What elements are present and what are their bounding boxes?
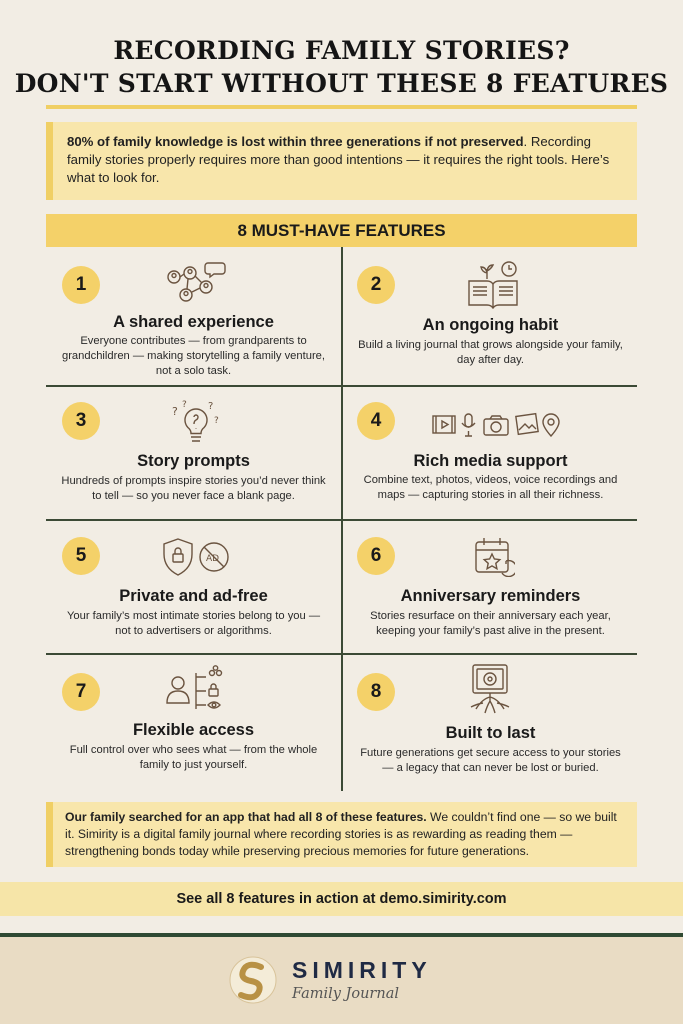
title-underline (46, 105, 637, 109)
feature-description: Build a living journal that grows alongside your family, day after day. (358, 339, 623, 366)
feature-number: 3 (62, 402, 100, 440)
feature-description: Hundreds of prompts inspire stories you’d never think to tell — so you never face a blank page. (61, 475, 326, 502)
svg-text:?: ? (214, 416, 219, 426)
brand-tagline: Family Journal (292, 986, 399, 1002)
feature-title: Built to last (445, 724, 536, 742)
feature-number: 5 (62, 537, 100, 575)
feature-title: An ongoing habit (422, 316, 559, 334)
feature-description: Everyone contributes — from grandparents to grandchildren — making storytelling a family venture, not a solo task. (61, 335, 326, 377)
feature-description: Stories resurface on their anniversary each year, keeping your family’s past alive in the present. (370, 610, 611, 637)
svg-text:?: ? (208, 401, 214, 412)
feature-card-6 (343, 521, 638, 653)
svg-text:AD: AD (206, 554, 220, 564)
media-icons (431, 411, 561, 439)
feature-card-2 (343, 247, 638, 385)
features-banner: 8 MUST-HAVE FEATURES (46, 214, 637, 247)
feature-card-3 (46, 387, 341, 519)
feature-description: Future generations get secure access to your stories — a legacy that can never be lost or buried. (360, 747, 621, 774)
feature-description: Your family’s most intimate stories belong to you — not to advertisers or algorithms. (66, 610, 321, 637)
feature-description: Combine text, photos, videos, voice recordings and maps — capturing stories in all their richness. (363, 474, 618, 501)
feature-number: 4 (357, 402, 395, 440)
features-grid (46, 247, 637, 791)
shield-no-ads-icon (160, 537, 232, 577)
people-network-icon (164, 259, 226, 309)
journal-growth-icon (465, 259, 521, 309)
svg-text:?: ? (172, 405, 178, 418)
outro-callout (46, 802, 637, 867)
feature-number: 8 (357, 673, 395, 711)
calendar-star-icon (473, 535, 515, 577)
demo-link-cta[interactable]: See all 8 features in action at demo.simirity.com (0, 882, 683, 916)
feature-title: Private and ad-free (119, 587, 268, 605)
feature-card-8 (343, 655, 638, 791)
feature-description: Full control over who sees what — from the whole family to just yourself. (69, 744, 318, 771)
access-control-icon (164, 665, 228, 715)
title-line-1: RECORDING FAMILY STORIES? (113, 36, 570, 65)
feature-title: Flexible access (132, 721, 255, 739)
footer (0, 937, 683, 1024)
feature-card-7 (46, 655, 341, 791)
feature-title: Story prompts (137, 452, 250, 470)
outro-bold-text: Our family searched for an app that had all 8 of these features. (65, 810, 427, 824)
lightbulb-question-icon (170, 399, 222, 447)
feature-number: 6 (357, 537, 395, 575)
title-line-2: DON'T START WITHOUT THESE 8 FEATURES (14, 69, 669, 98)
svg-text:?: ? (182, 400, 187, 410)
outro-text: We couldn’t find one — so we built it. Simirity is a digital family journal where recording stories is as rewarding as reading them — strengthening bonds today while preserving precious memories for future generations. (65, 810, 617, 858)
page-title (0, 34, 683, 100)
brand-name: SIMIRITY (292, 957, 432, 983)
vault-roots-icon (467, 663, 513, 715)
feature-number: 2 (357, 266, 395, 304)
feature-number: 7 (62, 673, 100, 711)
feature-title: A shared experience (113, 313, 274, 331)
feature-card-1 (46, 247, 341, 385)
simirity-logo-icon (228, 955, 278, 1010)
intro-callout (46, 122, 637, 200)
feature-card-4 (343, 387, 638, 519)
feature-title: Anniversary reminders (400, 587, 581, 605)
intro-text: . Recording family stories properly requires more than good intentions — it requires the right tools. Here’s what to look for. (67, 134, 610, 185)
intro-bold-text: 80% of family knowledge is lost within three generations if not preserved (67, 134, 524, 149)
feature-title: Rich media support (413, 452, 568, 470)
feature-number: 1 (62, 266, 100, 304)
feature-card-5 (46, 521, 341, 653)
